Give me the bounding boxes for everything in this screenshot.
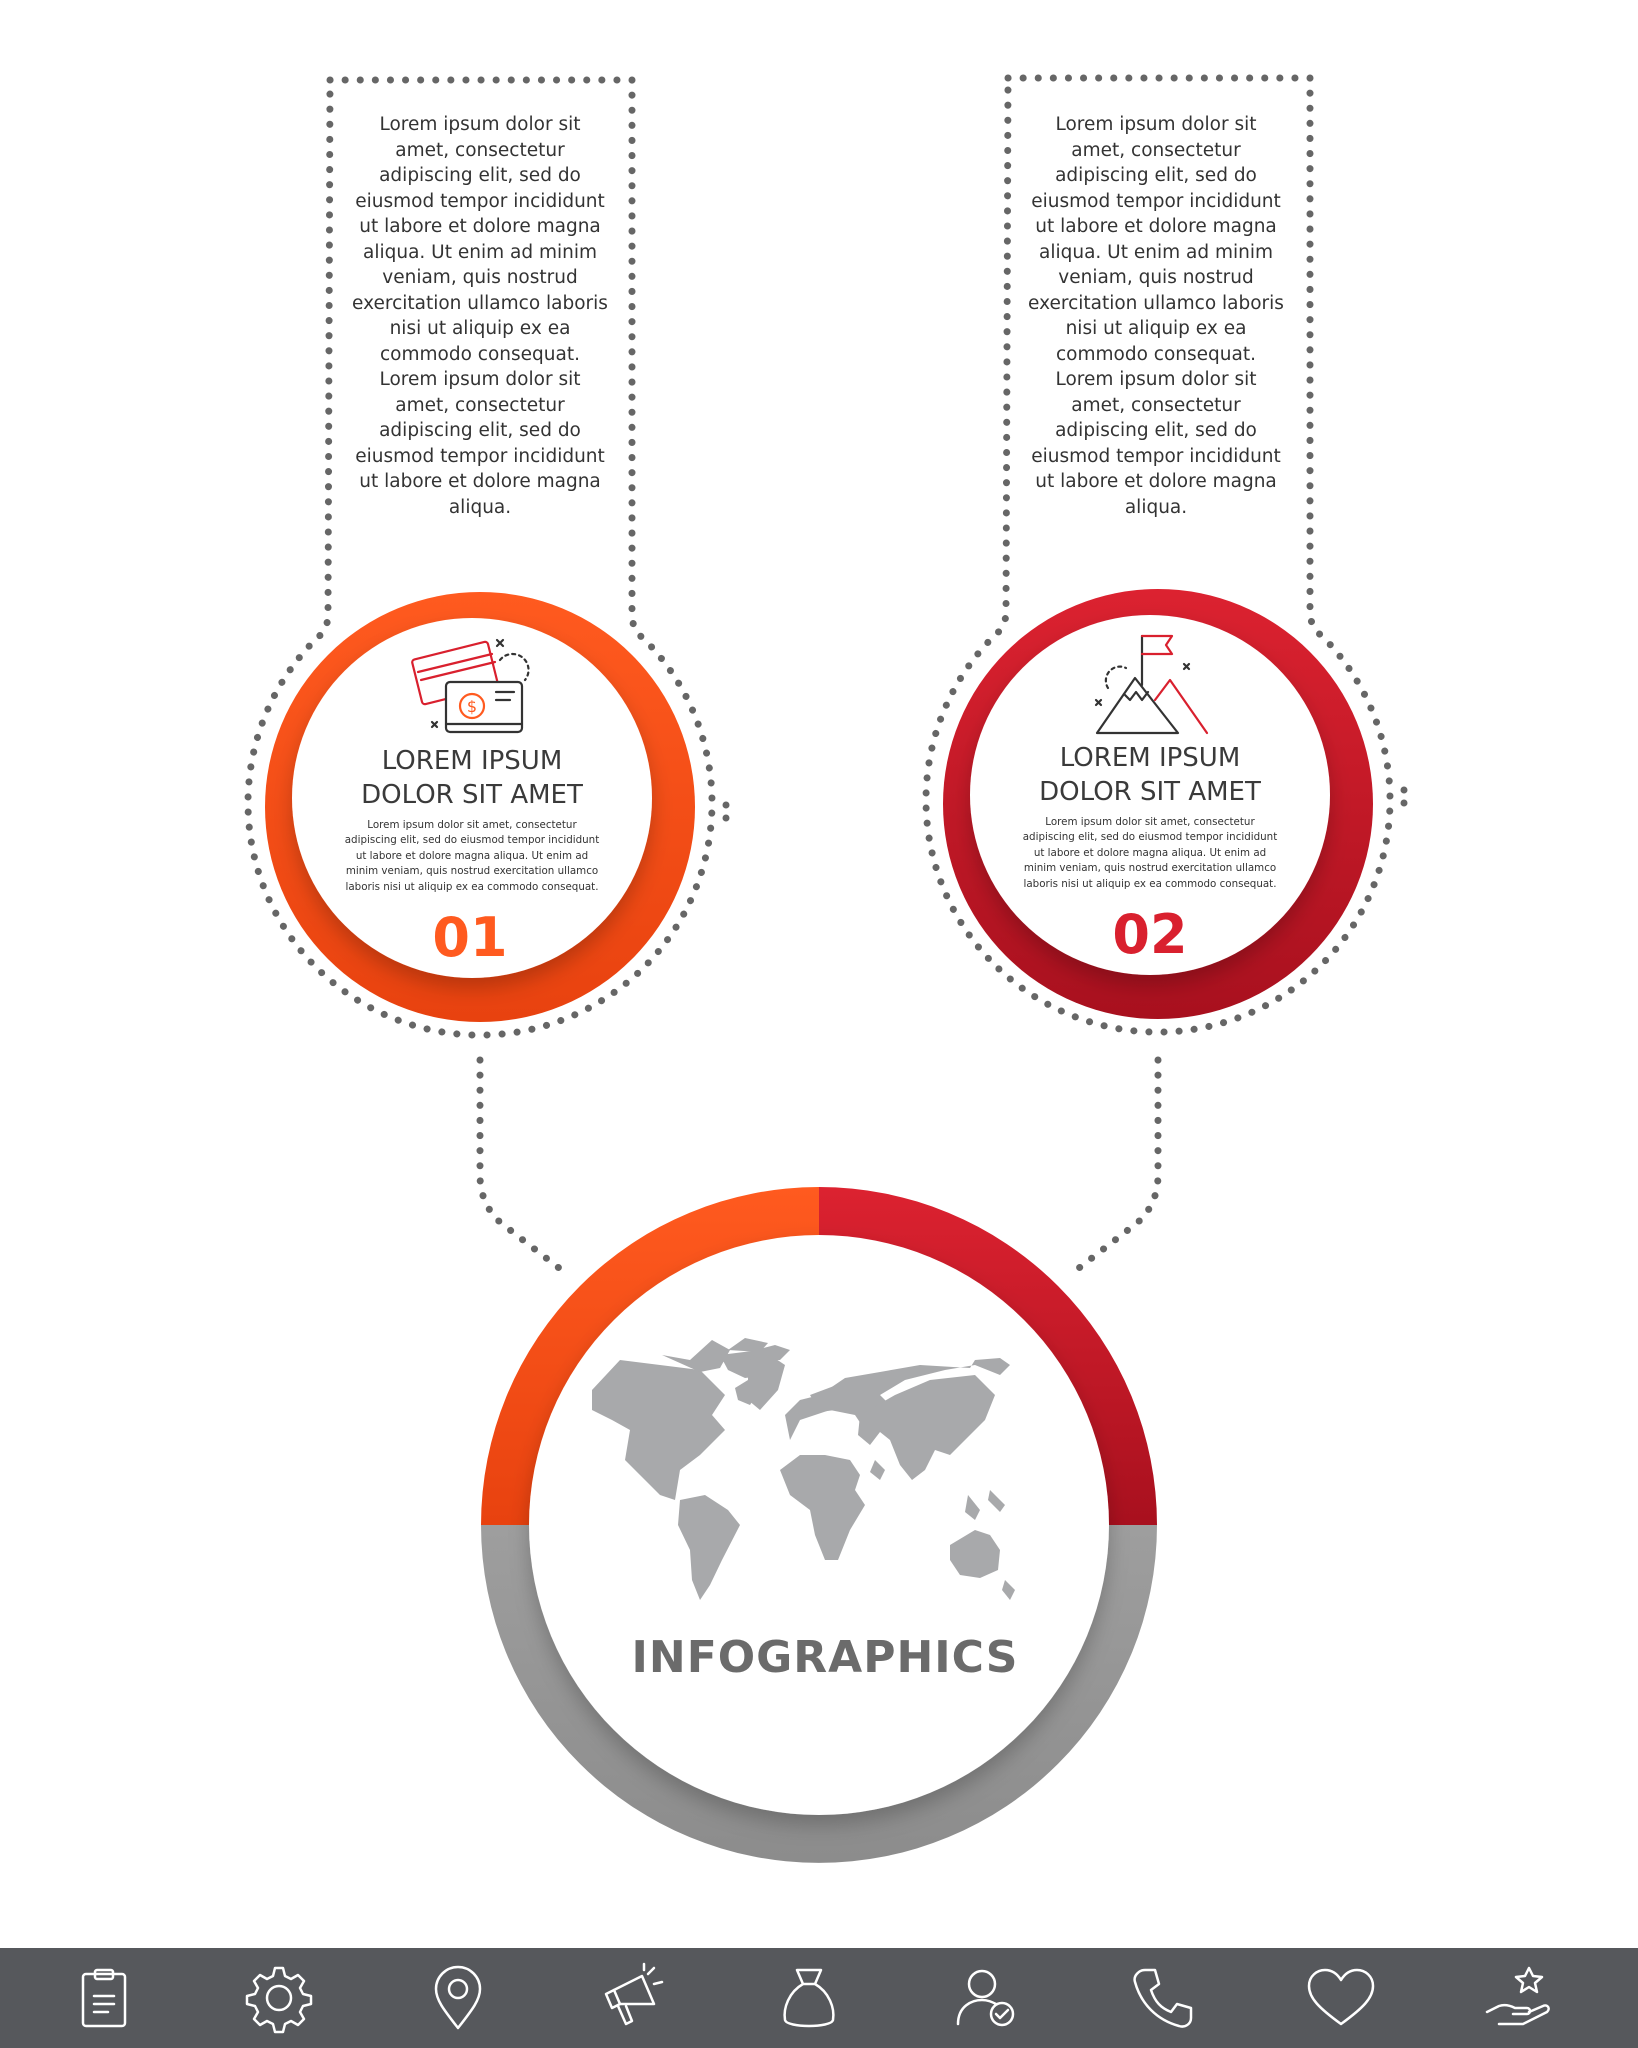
location-pin-icon[interactable] xyxy=(422,1962,494,2034)
svg-text:$: $ xyxy=(466,697,478,716)
money-bag-icon[interactable] xyxy=(773,1962,845,2034)
step-2-box-text: Lorem ipsum dolor sit amet, consectetur adipiscing elit, sed do eiusmod tempor incididunt ut labore et dolore magna aliqua. Ut enim ad minim veniam, quis nostrud exercitation ullamco laboris nisi ut aliquip ex ea commodo consequat. Lorem ipsum dolor sit amet, consectetur adipiscing elit, sed do eiusmod tempor incididunt ut labore et dolore magna aliqua. xyxy=(1028,114,1284,518)
clipboard-icon[interactable] xyxy=(68,1962,140,2034)
step-1-box-text: Lorem ipsum dolor sit amet, consectetur adipiscing elit, sed do eiusmod tempor incididunt ut labore et dolore magna aliqua. Ut enim ad minim veniam, quis nostrud exercitation ullamco laboris nisi ut aliquip ex ea commodo consequat. Lorem ipsum dolor sit amet, consectetur adipiscing elit, sed do eiusmod tempor incididunt ut labore et dolore magna aliqua. xyxy=(352,114,608,518)
center-title: INFOGRAPHICS xyxy=(631,1632,1019,1683)
footer-icon-bar xyxy=(0,1948,1638,2048)
user-check-icon[interactable] xyxy=(950,1962,1022,2034)
step-2-description: Lorem ipsum dolor sit amet, consectetur adipiscing elit, sed do eiusmod tempor incididunt ut labore et dolore magna aliqua. Ut enim ad minim veniam, quis nostrud exercitation ullamco laboris nisi ut aliquip ex ea commodo consequat. xyxy=(1022,816,1278,890)
step-2-number: 02 xyxy=(1112,903,1188,966)
hand-star-icon[interactable] xyxy=(1483,1962,1555,2034)
megaphone-icon[interactable] xyxy=(598,1962,670,2034)
step-1-title: LOREM IPSUM DOLOR SIT AMET xyxy=(361,746,583,810)
step-1-description: Lorem ipsum dolor sit amet, consectetur adipiscing elit, sed do eiusmod tempor incididunt ut labore et dolore magna aliqua. Ut enim ad minim veniam, quis nostrud exercitation ullamco laboris nisi ut aliquip ex ea commodo consequat. xyxy=(344,819,600,893)
phone-icon[interactable] xyxy=(1127,1962,1199,2034)
gear-icon[interactable] xyxy=(243,1962,315,2034)
step-1-number: 01 xyxy=(432,906,508,969)
heart-icon[interactable] xyxy=(1305,1962,1377,2034)
step-2-title: LOREM IPSUM DOLOR SIT AMET xyxy=(1039,743,1261,807)
